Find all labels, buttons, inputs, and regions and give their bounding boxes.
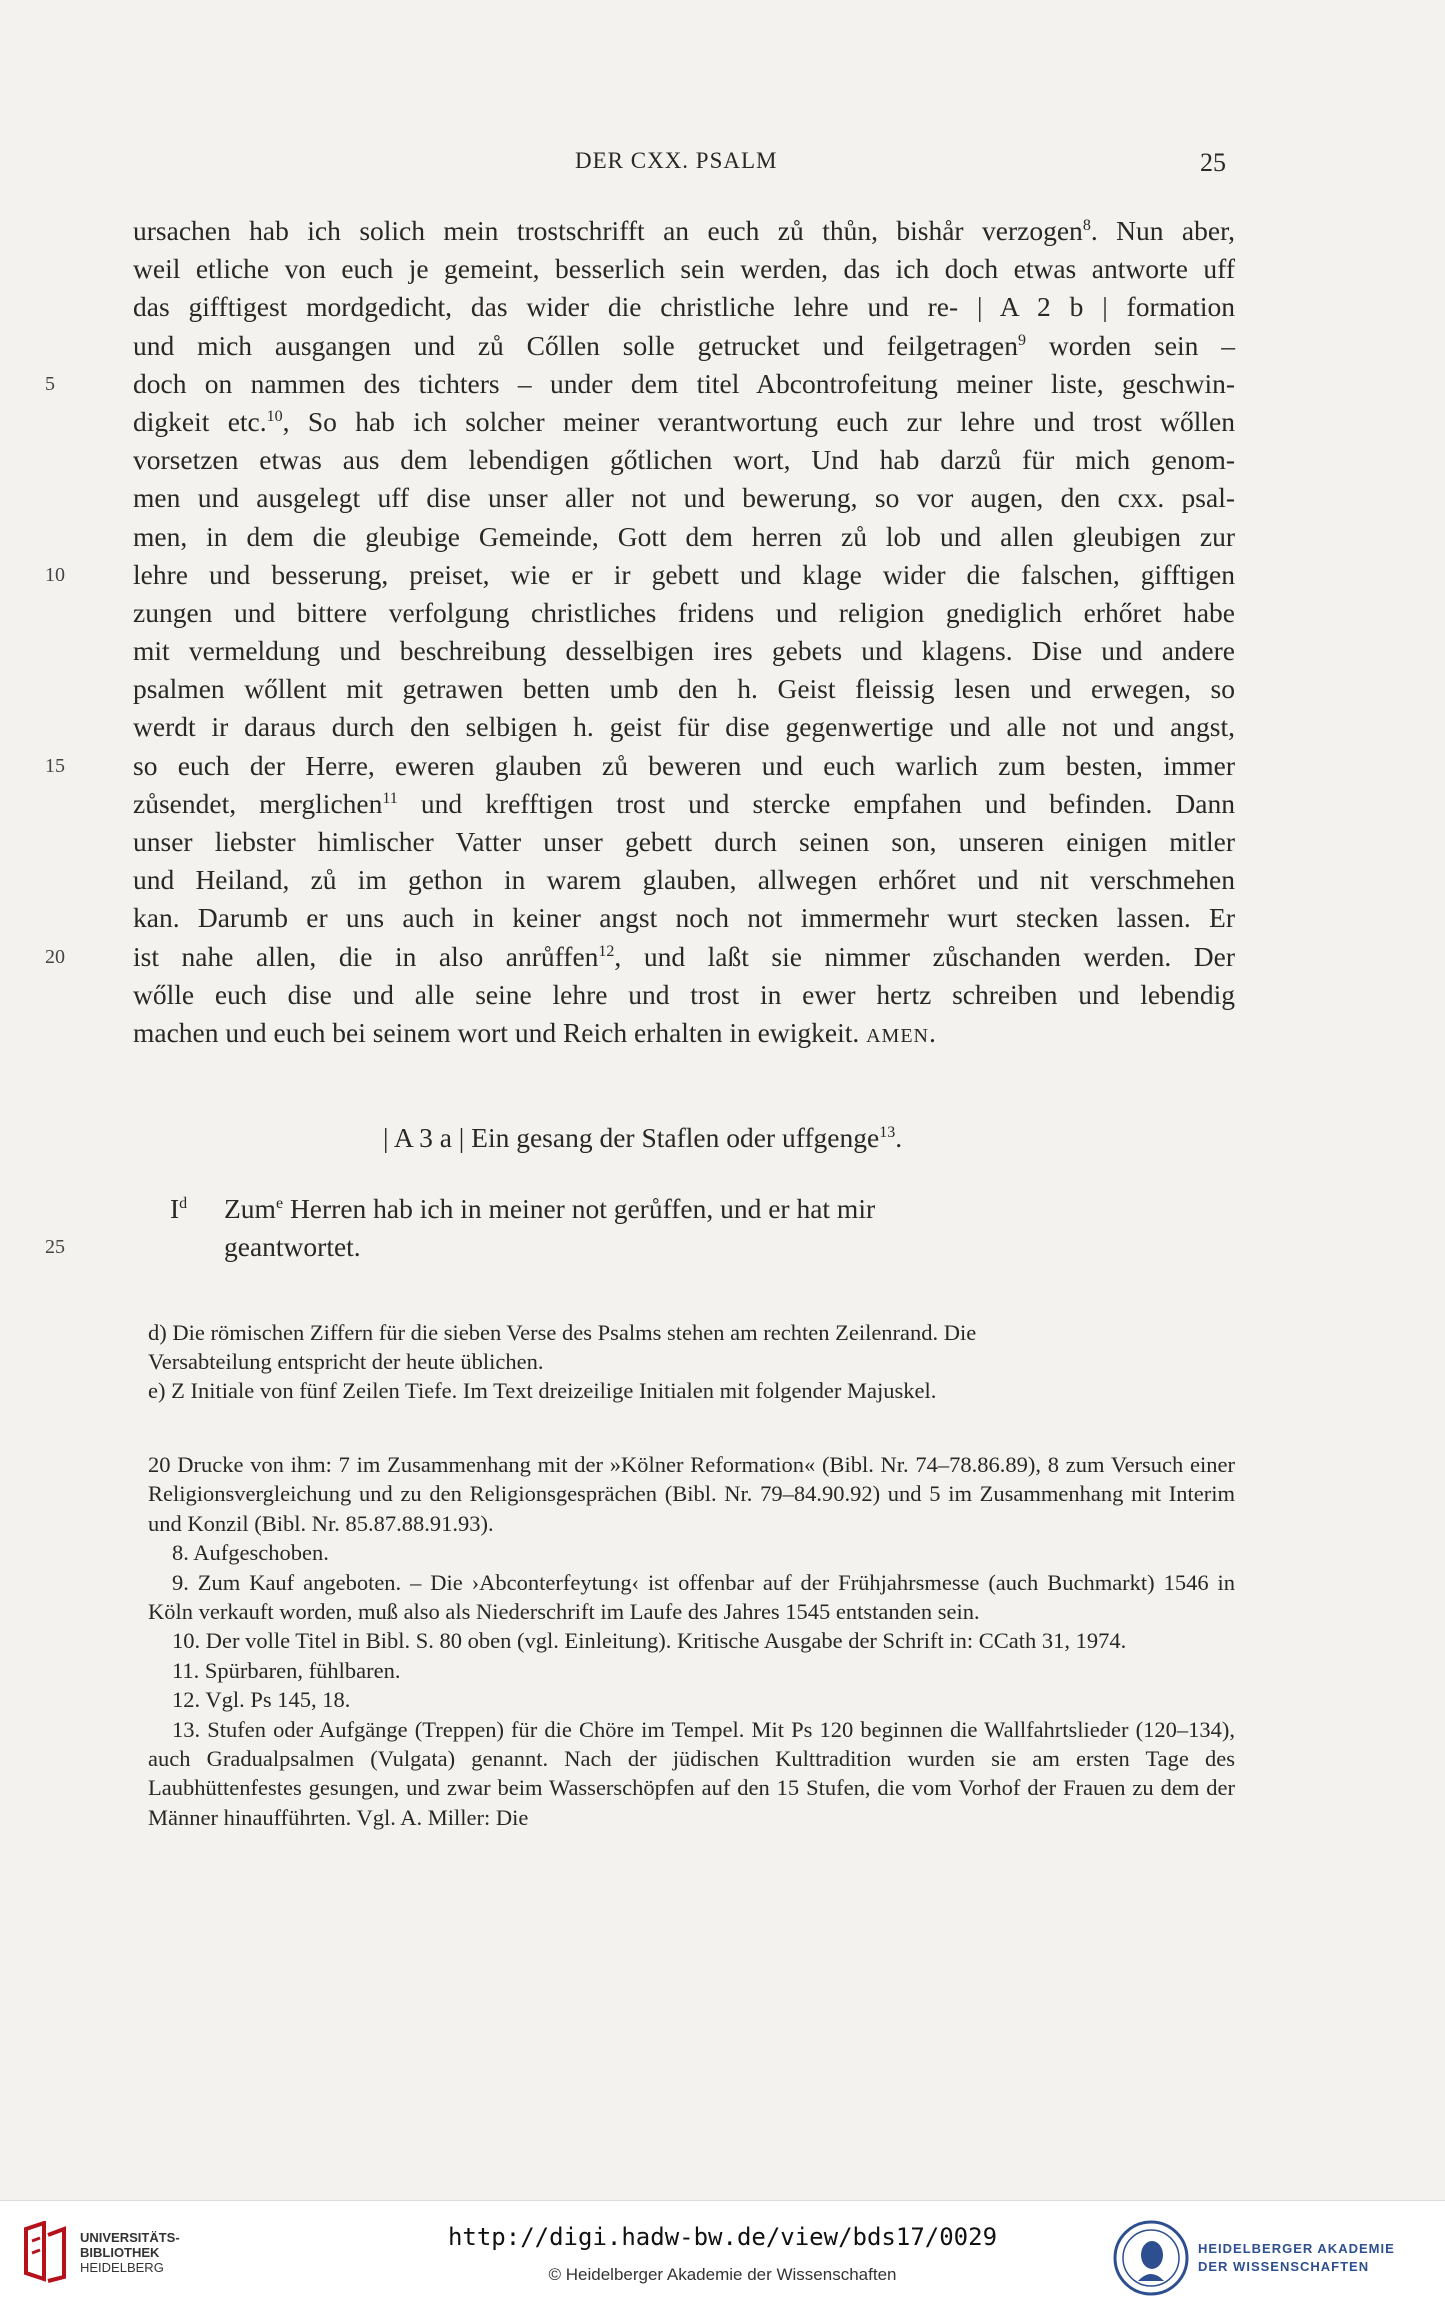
text-line: machen und euch bei seinem wort und Reich erhalten in ewigkeit. AMEN.: [133, 1016, 936, 1048]
text-line: und mich ausgangen und zů Cőllen solle getrucket und feilgetragen$^9$ worden sein –: [133, 329, 1235, 361]
footnote-marker: 11: [382, 789, 398, 807]
text-line: 10 lehre und besserung, preiset, wie er ir gebett und klage wider die falschen, gifftigen: [133, 556, 1235, 594]
text-line: 5 doch on nammen des tichters – under dem titel Abcontrofeitung meiner liste, geschwin-: [133, 365, 1235, 403]
footnote: 8. Aufgeschoben.: [172, 1540, 329, 1566]
note-line: e) Z Initiale von fünf Zeilen Tiefe. Im Text dreizeilige Initialen mit folgender Majuskel.: [148, 1378, 937, 1403]
song-heading: | A 3 a | Ein gesang der Staflen oder uffgenge$^{13}$.: [383, 1122, 903, 1153]
running-header: [0, 148, 1445, 188]
text-line: digkeit etc.$^{10}$, So hab ich solcher meiner verantwortung euch zur lehre und trost wőllen: [133, 405, 1235, 437]
permalink-url[interactable]: http://digi.hadw-bw.de/view/bds17/0029: [447, 2223, 998, 2251]
psalm-verse: [45, 1190, 876, 1266]
text-line: 20 ist nahe allen, die in also anrůffen$^{12}$, und laßt sie nimmer zůschanden werden. Der: [133, 938, 1235, 976]
page-number: 25: [1200, 148, 1226, 177]
footnote-marker: 9: [1018, 331, 1027, 349]
text-line: und Heiland, zů im gethon in warem glauben, allwegen erhőret und nit verschmehen: [133, 864, 1235, 896]
verse-line: 25 geantwortet.: [170, 1228, 875, 1266]
text-line: men und ausgelegt uff dise unser aller not und bewerung, so vor augen, den cxx. psal-: [133, 482, 1235, 514]
footnote: 13. Stufen oder Aufgänge (Treppen) für die Chöre im Tempel. Mit Ps 120 beginnen die Wallfahrtslieder (120–134), auch Gradualpsalmen (Vulgata) genannt. Nach der jüdischen Kulttradition wurden sie am ersten Tage des Laubhüttenfestes gesungen, und zwar beim Wasserschöpfen auf den 15 Stufen, die vom Vorhof der Frauen zu dem der Männer hinaufführten. Vgl. A. Miller: Die: [148, 1716, 1235, 1830]
footnote: 20 Drucke von ihm: 7 im Zusammenhang mit der »Kölner Reformation« (Bibl. Nr. 74–78.86.89), 8 zum Versuch einer Religionsvergleichung und zu den Religionsgesprächen (Bibl. Nr. 79–84.90.92) und 5 im Zusammenhang mit Interim und Konzil (Bibl. Nr. 85.87.88.91.93).: [148, 1452, 1235, 1536]
text-line: mit vermeldung und beschreibung desselbigen ires gebets und klagens. Dise und andere: [133, 635, 1235, 667]
note-line: Versabteilung entspricht der heute üblichen.: [148, 1349, 544, 1374]
verse-number: $I^d$: [170, 1193, 188, 1224]
academy-name: HEIDELBERGER AKADEMIE DER WISSENSCHAFTEN: [1198, 2241, 1395, 2274]
main-text: [45, 212, 1235, 1052]
footnote: 9. Zum Kauf angeboten. – Die ›Abconterfeytung‹ ist offenbar auf der Frühjahrsmesse (auch Buchmarkt) 1546 in Köln verkauft worden, muß also als Niederschrift im Laufe des Jahres 1545 entstanden sein.: [148, 1569, 1235, 1625]
text-line: kan. Darumb er uns auch in keiner angst noch not immermehr wurt stecken lassen. Er: [133, 902, 1235, 934]
line-number: 15: [45, 754, 65, 777]
line-number: 5: [45, 372, 55, 395]
text-line: werdt ir daraus durch den selbigen h. geist für dise gegenwertige und alle not und angst,: [133, 711, 1235, 743]
text-line: zungen und bittere verfolgung christliches fridens und religion gnediglich erhőret habe: [133, 596, 1235, 628]
text-line: 15 so euch der Herre, eweren glauben zů beweren und euch warlich zum besten, immer: [133, 747, 1235, 785]
text-line: wőlle euch dise und alle seine lehre und trost in ewer hertz schreiben und lebendig: [133, 978, 1235, 1010]
text-critical-notes: [148, 1318, 1235, 1405]
text-line: zůsendet, merglichen$^{11}$ und krefftigen trost und stercke empfahen und befinden. Dann: [133, 787, 1235, 819]
footnote-marker: 10: [266, 407, 283, 425]
digitization-footer: [0, 2200, 1445, 2306]
line-number: 10: [45, 563, 65, 586]
library-name: UNIVERSITÄTS- BIBLIOTHEK HEIDELBERG: [80, 2229, 180, 2275]
text-line: unser liebster himlischer Vatter unser gebett durch seinen son, unseren einigen mitler: [133, 826, 1235, 857]
line-number: 25: [45, 1236, 65, 1258]
footnote-apparatus: [148, 1450, 1235, 1832]
footnote: 12. Vgl. Ps 145, 18.: [172, 1687, 351, 1713]
copyright-notice: © Heidelberger Akademie der Wissenschaften: [548, 2265, 897, 2284]
line-number: 20: [45, 945, 65, 968]
verse-line: $I^d$ Zum$^e$ Herren hab ich in meiner not gerůffen, und er hat mir: [170, 1190, 875, 1228]
text-line: das gifftigest mordgedicht, das wider die christliche lehre und re- | A 2 b | formation: [133, 291, 1235, 323]
footnote-marker: 8: [1082, 216, 1091, 234]
text-line: men, in dem die gleubige Gemeinde, Gott dem herren zů lob und allen gleubigen zur: [133, 520, 1235, 552]
academy-branding[interactable]: [1112, 2219, 1395, 2297]
footnote: 11. Spürbaren, fühlbaren.: [172, 1657, 401, 1683]
text-line: psalmen wőllent mit getrawen betten umb den h. Geist fleissig lesen und erwegen, so: [133, 673, 1235, 705]
text-line: vorsetzen etwas aus dem lebendigen gőtlichen wort, Und hab darzů für mich genom-: [133, 444, 1235, 476]
footnote-marker: 12: [598, 942, 615, 960]
footnote: 10. Der volle Titel in Bibl. S. 80 oben (vgl. Einleitung). Kritische Ausgabe der Schrift in: CCath 31, 1974.: [172, 1628, 1127, 1654]
academy-seal-icon: [1112, 2219, 1190, 2297]
note-line: d) Die römischen Ziffern für die sieben Verse des Psalms stehen am rechten Zeilenrand. Die: [148, 1320, 977, 1345]
text-line: ursachen hab ich solich mein trostschrifft an euch zů thůn, bishår verzogen$^8$. Nun aber,: [133, 215, 1235, 246]
text-line: weil etliche von euch je gemeint, besserlich sein werden, das ich doch etwas antworte uff: [133, 253, 1235, 285]
running-title: DER CXX. PSALM: [575, 148, 778, 173]
